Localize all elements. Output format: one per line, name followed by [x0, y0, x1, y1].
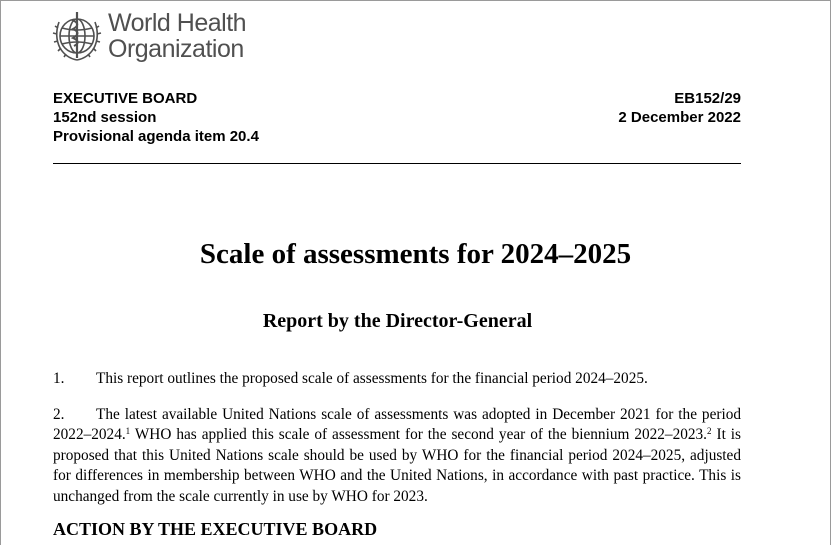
section-heading: ACTION BY THE EXECUTIVE BOARD — [53, 519, 378, 539]
footnote-ref-1[interactable]: 1 — [125, 426, 131, 437]
document-number: EB152/29 — [674, 90, 741, 107]
paragraph-number: 1. — [53, 370, 65, 387]
header-divider — [53, 163, 741, 164]
document-subtitle: Report by the Director-General — [262, 310, 533, 332]
paragraph-1 — [53, 369, 741, 389]
logo-line-2: Organization — [108, 35, 244, 63]
paragraph-number: 2. — [53, 406, 65, 423]
document-date: 2 December 2022 — [618, 109, 741, 126]
footnote-ref-2[interactable]: 2 — [707, 426, 712, 437]
document-title: Scale of assessments for 2024–2025 — [199, 238, 632, 270]
logo-wordmark — [108, 10, 246, 62]
paragraph-text-part-2: WHO has applied this scale of assessment for the second year of the biennium 2022–2023. — [130, 426, 707, 444]
header-left — [53, 89, 259, 146]
who-emblem-icon — [52, 8, 102, 64]
board-name: EXECUTIVE BOARD — [53, 90, 198, 107]
header-right — [618, 89, 741, 127]
paragraph-2 — [53, 405, 741, 507]
who-logo — [52, 8, 246, 64]
paragraph-text-part-3: It is proposed that this United Nations scale should be used by WHO for the financial period 2024–2025, adjusted for differences in membership between WHO and the United Nations, in accordance with past practice. This is unchanged from the scale currently in use by WHO for 2023. — [53, 426, 741, 505]
paragraph-text-part-1: The latest available United Nations scale of assessments was adopted in December 2021 for the period 2022–2024. — [53, 406, 741, 444]
session-label: 152nd session — [53, 109, 157, 126]
paragraph-text: This report outlines the proposed scale of assessments for the financial period 2024–2025. — [96, 370, 648, 387]
logo-line-1: World Health — [108, 9, 247, 37]
agenda-item: Provisional agenda item 20.4 — [53, 128, 259, 145]
